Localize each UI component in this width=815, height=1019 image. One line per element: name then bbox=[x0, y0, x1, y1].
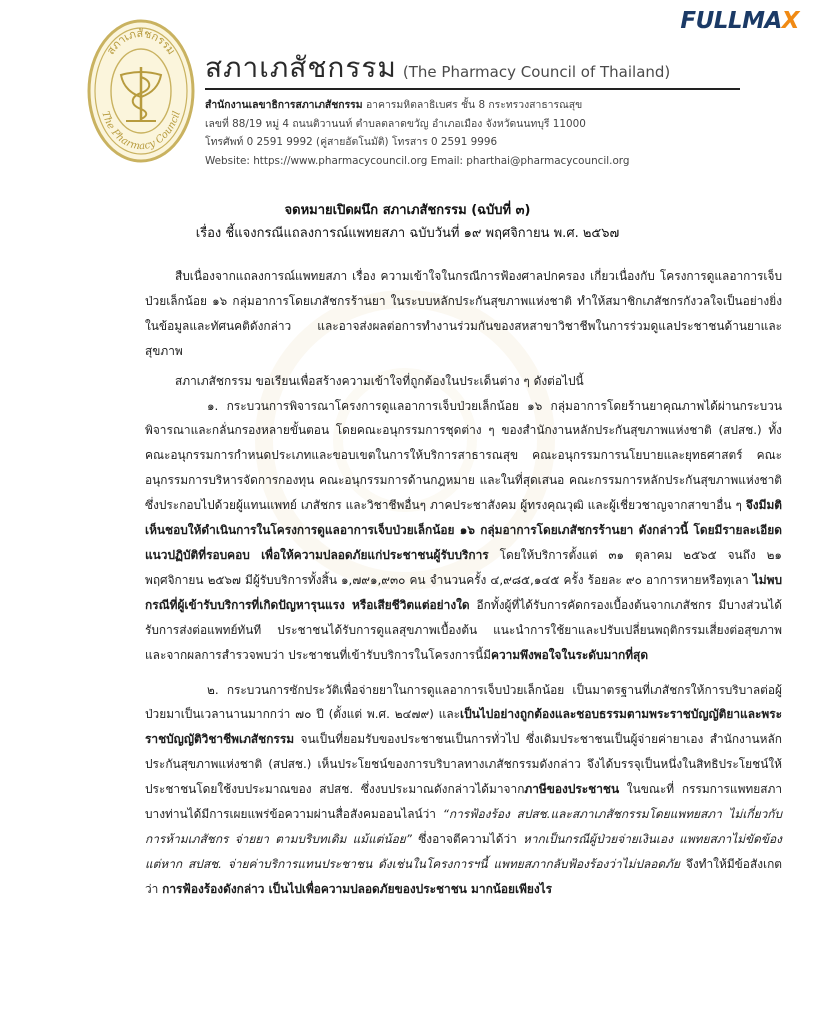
address-line-1 bbox=[205, 96, 745, 115]
point-2-bold-question: การฟ้องร้องดังกล่าว เป็นไปเพื่อความปลอดภัยของประชาชน มากน้อยเพียงไร bbox=[162, 881, 553, 896]
letter-title: จดหมายเปิดผนึก สภาเภสัชกรรม (ฉบับที่ ๓) bbox=[284, 203, 531, 218]
point-2-bold-lawful: เป็นไปอย่างถูกต้องและชอบธรรมตามพระราชบัญญัติยาและพระราชบัญญัติวิชาชีพเภสัชกรรม bbox=[145, 707, 782, 747]
website-email-line: Website: https://www.pharmacycouncil.org Email: pharthai@pharmacycouncil.org bbox=[205, 154, 630, 167]
point-2-italic-quote: “การฟ้องร้อง สปสช.และสภาเภสัชกรรมโดยแพทยสภา ไม่เกี่ยวกับการห้ามเภสัชกร จ่ายยา ตามบริบทเดิม แม้แต่น้อย” bbox=[145, 807, 783, 846]
point-2-text-g: ซึ่งอาจตีความได้ว่า bbox=[411, 831, 524, 846]
seal-text-bottom: The Pharmacy Council bbox=[99, 109, 183, 153]
letter-body bbox=[145, 264, 782, 902]
point-1-bold-satisfaction: ความพึงพอใจในระดับมากที่สุด bbox=[490, 647, 649, 662]
org-name-english: (The Pharmacy Council of Thailand) bbox=[402, 63, 671, 81]
letter-subject: เรื่อง ชี้แจงกรณีแถลงการณ์แพทยสภา ฉบับวันที่ ๑๙ พฤศจิกายน พ.ศ. ๒๕๖๗ bbox=[195, 226, 620, 241]
paragraph-preface: สภาเภสัชกรรม ขอเรียนเพื่อสร้างความเข้าใจที่ถูกต้องในประเด็นต่าง ๆ ดังต่อไปนี้ bbox=[175, 373, 584, 388]
organization-title bbox=[205, 46, 670, 90]
header-divider bbox=[205, 88, 740, 90]
point-1-bold-resolution: จึงมีมติเห็นชอบให้ดำเนินการในโครงการดูแลอาการเจ็บป่วยเล็กน้อย ๑๖ กลุ่มอาการโดยเภสัชกรร้านยา ดังกล่าวนี้ โดยมีรายละเอียด แนวปฏิบัติที่รอบคอบ เพื่อให้ความปลอดภัยแก่ประชาชนผู้รับบริการ bbox=[145, 498, 782, 562]
point-2-text-e: ในขณะที่ กรรมการแพทยสภาบางท่านได้มีการเผยแพร่ข้อความผ่านสื่อสังคมออนไลน์ว่า bbox=[145, 782, 782, 822]
point-1-text-e: อีกทั้งผู้ที่ได้รับการคัดกรองเบื้องต้นจากเภสัชกร มีบางส่วนได้รับการส่งต่อแพทย์ทันที ประชาชนได้รับการดูแลสุขภาพเบื้องต้น แนะนำการใช้ยาและปรับเปลี่ยนพฤติกรรมเสี่ยงต่อสุขภาพ และจากผลการสำรวจพบว่า ประชาชนที่เข้ารับบริการในโครงการนี้มี bbox=[145, 597, 782, 662]
point-2-italic-interpretation: หากเป็นกรณีผู้ป่วยจ่ายเงินเอง แพทยสภาไม่ขัดข้อง แต่หาก สปสช. จ่ายค่าบริการแทนประชาชน ดังเช่นในโครงการฯนี้ แพทยสภากลับฟ้องร้องว่าไม่ปลอดภัย bbox=[145, 831, 782, 871]
point-2-bold-tax: ภาษีของประชาชน bbox=[524, 782, 620, 797]
paragraph-point-1 bbox=[145, 394, 782, 668]
fullmax-logo-main: FULLMA bbox=[680, 8, 782, 34]
fullmax-logo-x: X bbox=[781, 8, 799, 34]
office-name: สำนักงานเลขาธิการสภาเภสัชกรรม bbox=[205, 99, 363, 111]
address-line-2: เลขที่ 88/19 หมู่ 4 ถนนติวานนท์ ตำบลตลาดขวัญ อำเภอเมือง จังหวัดนนทบุรี 11000 bbox=[205, 117, 586, 130]
paragraph-point-2 bbox=[145, 678, 782, 902]
point-1-text-c: โดยให้บริการตั้งแต่ ๓๑ ตุลาคม ๒๕๖๕ จนถึง ๒๑ พฤศจิกายน ๒๕๖๗ มีผู้รับบริการทั้งสิ้น ๑,๗๙๑,๙๓๐ คน จำนวนครั้ง ๔,๙๘๕,๑๔๕ ครั้ง ร้อยละ ๙๐ อาการหายหรือทุเลา bbox=[145, 547, 782, 587]
point-2-text-a: ๒. กระบวนการซักประวัติเพื่อจ่ายยาในการดูแลอาการเจ็บป่วยเล็กน้อย เป็นมาตรฐานที่เภสัชกรให้การบริบาลต่อผู้ป่วยมาเป็นเวลานานมากกว่า ๗๐ ปี (ตั้งแต่ พ.ศ. ๒๔๗๙) และ bbox=[145, 682, 782, 722]
org-name-thai: สภาเภสัชกรรม bbox=[205, 51, 397, 84]
seal-text-top: สภาเภสัชกรรม bbox=[104, 26, 178, 58]
point-1-bold-no-harm: ไม่พบกรณีที่ผู้เข้ารับบริการที่เกิดปัญหารุนแรง หรือเสียชีวิตแต่อย่างใด bbox=[145, 572, 782, 612]
point-2-text-i: จึงทำให้มีข้อสังเกตว่า bbox=[145, 856, 782, 896]
point-1-text-a: ๑. กระบวนการพิจารณาโครงการดูแลอาการเจ็บป่วยเล็กน้อย ๑๖ กลุ่มอาการโดยร้านยาคุณภาพได้ผ่านกระบวนพิจารณาและกลั่นกรองหลายขั้นตอน โดยคณะอนุกรรมการชุดต่าง ๆ ของสำนักงานหลักประกันสุขภาพแห่งชาติ (สปสช.) ทั้งคณะอนุกรรมการกำหนดประเภทและขอบเขตในการให้บริการสาธารณสุข คณะอนุกรรมการนโยบายและยุทธศาสตร์ คณะอนุกรรมการบริหารจัดการกองทุน คณะอนุกรรมการด้านกฎหมาย และในที่สุดเสนอ คณะกรรมการหลักประกันสุขภาพแห่งชาติ ซึ่งประกอบไปด้วยผู้แทนแพทย์ เภสัชกร และวิชาชีพอื่นๆ ภาคประชาสังคม ผู้ทรงคุณวุฒิ และผู้เชี่ยวชาญจากสาขาอื่น ๆ bbox=[145, 398, 782, 513]
letterhead-contact-info bbox=[205, 96, 745, 170]
paragraph-intro: สืบเนื่องจากแถลงการณ์แพทยสภา เรื่อง ความเข้าใจในกรณีการฟ้องศาลปกครอง เกี่ยวเนื่องกับ โครงการดูแลอาการเจ็บป่วยเล็กน้อย ๑๖ กลุ่มอาการโดยเภสัชกรร้านยา ในระบบหลักประกันสุขภาพแห่งชาติ ทำให้สมาชิกเภสัชกรกังวลใจเป็นอย่างยิ่งในข้อมูลและทัศนคติดังกล่าว และอาจส่งผลต่อการทำงานร่วมกันของสหสาขาวิชาชีพในการร่วมดูแลประชาชนด้านยาและสุขภาพ bbox=[145, 269, 782, 358]
point-2-text-c: จนเป็นที่ยอมรับของประชาชนเป็นการทั่วไป ซึ่งเดิมประชาชนเป็นผู้จ่ายค่ายาเอง สำนักงานหลักประกันสุขภาพแห่งชาติ (สปสช.) เห็นประโยชน์ของการบริบาลทางเภสัชกรรมดังกล่าว จึงได้บรรจุเป็นหนึ่งในสิทธิประโยชน์ให้ประชาชนโดยใช้งบประมาณของ สปสช. ซึ่งงบประมาณดังกล่าวได้มาจาก bbox=[145, 732, 782, 797]
fullmax-brand-logo bbox=[680, 8, 799, 34]
pharmacy-council-seal-icon bbox=[86, 17, 196, 165]
phone-fax-line: โทรศัพท์ 0 2591 9992 (คู่สายอัตโนมัติ) โทรสาร 0 2591 9996 bbox=[205, 136, 498, 149]
building-address: อาคารมหิตลาธิเบศร ชั้น 8 กระทรวงสาธารณสุข bbox=[365, 99, 583, 111]
